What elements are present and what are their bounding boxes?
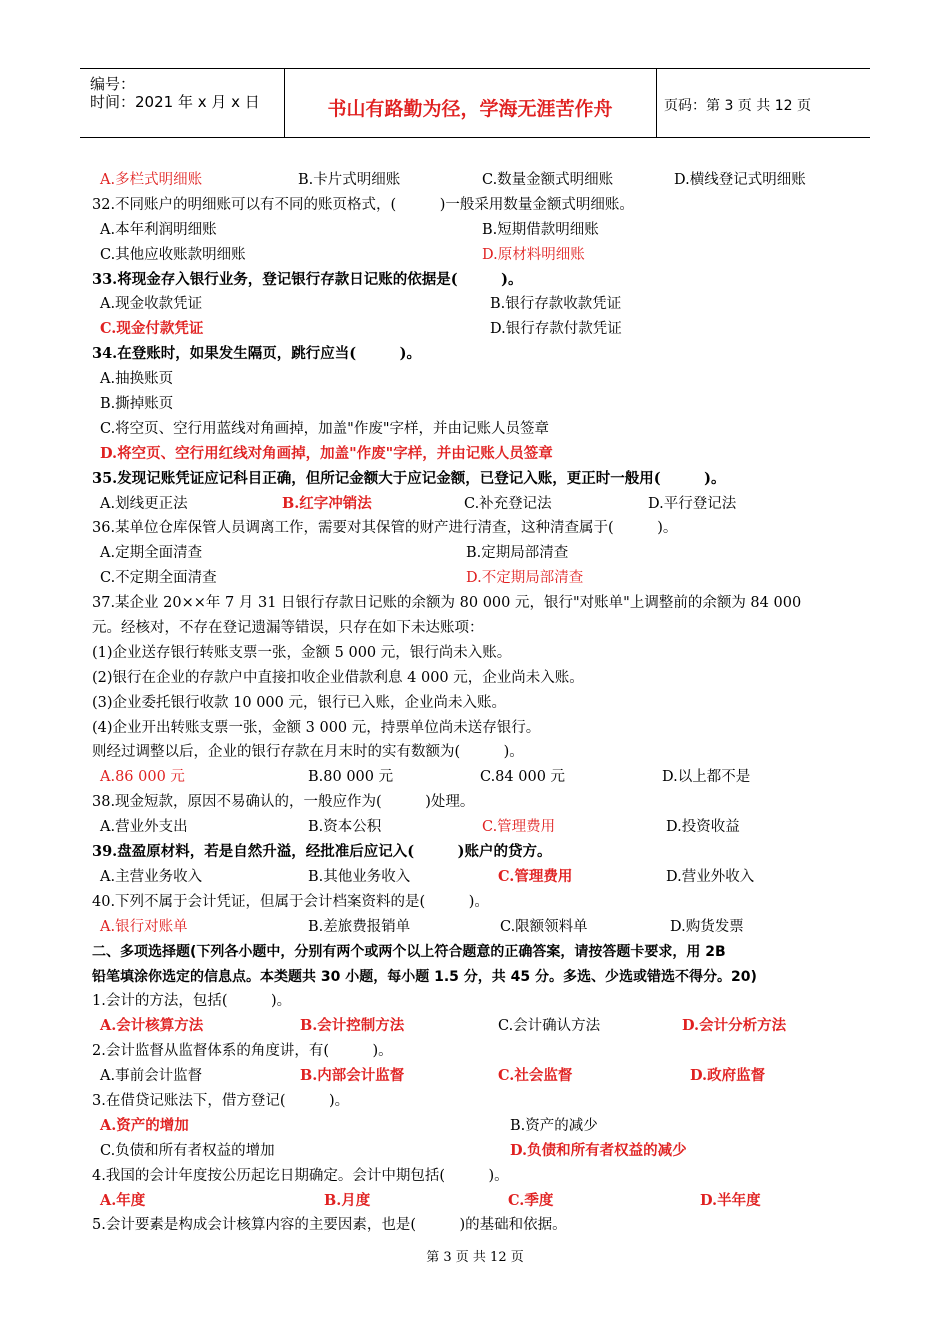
line-text: B.卡片式明细账	[298, 172, 401, 188]
line-text: (3)企业委托银行收款 10 000 元，银行已入账，企业尚未入账。	[92, 694, 506, 711]
line-text: 32.不同账户的明细账可以有不同的账页格式，( )一般采用数量金额式明细账。	[92, 196, 634, 213]
line-text: C.将空页、空行用蓝线对角画掉，加盖"作废"字样，并由记账人员签章	[100, 420, 550, 437]
text-line	[92, 168, 882, 193]
text-line	[92, 1014, 882, 1039]
text-line	[92, 268, 882, 293]
line-text: C.不定期全面清查	[100, 570, 217, 587]
line-text: B.撕掉账页	[100, 396, 174, 413]
text-line	[92, 890, 882, 915]
answer-option-correct: D.不定期局部清查	[466, 570, 584, 587]
line-text: B.资产的减少	[510, 1117, 598, 1134]
header-info-cell	[80, 69, 285, 137]
page-label: 页码：第 3 页 共 12 页	[664, 98, 811, 114]
text-line	[92, 840, 882, 865]
text-line	[92, 591, 882, 616]
answer-option-correct: D.负债和所有者权益的减少	[510, 1141, 687, 1159]
text-line	[92, 516, 882, 541]
exam-content	[92, 168, 882, 1238]
text-line	[92, 243, 882, 268]
line-text: A.抽换账页	[100, 371, 174, 388]
line-text: C.补充登记法	[464, 495, 552, 512]
text-line	[92, 940, 882, 965]
line-text: 34.在登账时，如果发生隔页，跳行应当( )。	[92, 345, 421, 363]
text-line	[92, 1139, 882, 1164]
text-line	[92, 566, 882, 591]
text-line	[92, 492, 882, 517]
line-text: D.以上都不是	[662, 769, 751, 786]
motto: 书山有路勤为径，学海无涯苦作舟	[327, 98, 613, 120]
answer-option-correct: B.月度	[324, 1191, 371, 1209]
line-text: A.营业外支出	[100, 819, 188, 836]
text-line	[92, 1213, 882, 1238]
line-text: C.负债和所有者权益的增加	[100, 1142, 275, 1159]
answer-option-correct: A.年度	[100, 1191, 146, 1209]
answer-option-correct: B.红字冲销法	[282, 494, 372, 512]
line-text: C.84 000 元	[480, 769, 566, 786]
text-line	[92, 1039, 882, 1064]
line-text: B.银行存款收款凭证	[490, 296, 622, 313]
line-text: A.定期全面清查	[100, 545, 203, 562]
line-text: (4)企业开出转账支票一张，金额 3 000 元，持票单位尚未送存银行。	[92, 719, 541, 736]
line-text: 4.我国的会计年度按公历起讫日期确定。会计中期包括( )。	[92, 1167, 509, 1184]
line-text: 铅笔填涂你选定的信息点。本类题共 30 小题，每小题 1.5 分，共 45 分。多选、少选或错选不得分。20)	[92, 968, 757, 985]
line-text: B.定期局部清查	[466, 545, 569, 562]
time-label: 时间：2021 年 x 月 x 日	[90, 93, 260, 111]
text-line	[92, 218, 882, 243]
line-text: C.其他应收账款明细账	[100, 246, 246, 263]
line-text: D.银行存款付款凭证	[490, 321, 622, 338]
text-line	[92, 1164, 882, 1189]
text-line	[92, 616, 882, 641]
answer-option-correct: A.多栏式明细账	[100, 172, 203, 188]
line-text: 33.将现金存入银行业务，登记银行存款日记账的依据是( )。	[92, 270, 523, 288]
text-line	[92, 442, 882, 467]
text-line	[92, 417, 882, 442]
line-text: 39.盘盈原材料，若是自然升溢，经批准后应记入( )账户的贷方。	[92, 843, 552, 861]
number-label: 编号：	[90, 75, 136, 93]
text-line	[92, 317, 882, 342]
text-line	[92, 965, 882, 990]
text-line	[92, 541, 882, 566]
text-line	[92, 865, 882, 890]
page-header	[80, 68, 870, 138]
line-text: B.短期借款明细账	[482, 221, 599, 238]
page-footer: 第 3 页 共 12 页	[426, 1250, 524, 1265]
text-line	[92, 790, 882, 815]
line-text: C.数量金额式明细账	[482, 172, 614, 188]
text-line	[92, 915, 882, 940]
line-text: (1)企业送存银行转账支票一张，金额 5 000 元，银行尚未入账。	[92, 644, 512, 661]
text-line	[92, 1189, 882, 1214]
line-text: 35.发现记账凭证应记科目正确，但所记金额大于应记金额，已登记入账，更正时一般用( )。	[92, 469, 726, 487]
line-text: 36.某单位仓库保管人员调离工作，需要对其保管的财产进行清查，这种清查属于( )。	[92, 520, 678, 537]
text-line	[92, 815, 882, 840]
text-line	[92, 666, 882, 691]
text-line	[92, 641, 882, 666]
line-text: B.80 000 元	[308, 769, 394, 786]
text-line	[92, 1089, 882, 1114]
answer-option-correct: B.内部会计监督	[300, 1067, 405, 1085]
line-text: D.平行登记法	[648, 495, 737, 512]
line-text: C.限额领料单	[500, 918, 588, 935]
line-text: A.本年利润明细账	[100, 221, 217, 238]
answer-option-correct: D.会计分析方法	[682, 1017, 787, 1035]
text-line	[92, 1064, 882, 1089]
answer-option-correct: D.半年度	[700, 1191, 761, 1209]
answer-option-correct: A.资产的增加	[100, 1116, 189, 1134]
answer-option-correct: C.季度	[508, 1191, 554, 1209]
line-text: 元。经核对，不存在登记遗漏等错误，只存在如下未达账项：	[92, 620, 484, 637]
line-text: A.划线更正法	[100, 495, 188, 512]
line-text: 40.下列不属于会计凭证，但属于会计档案资料的是( )。	[92, 893, 489, 910]
text-line	[92, 1114, 882, 1139]
text-line	[92, 392, 882, 417]
line-text: B.资本公积	[308, 819, 382, 836]
text-line	[92, 367, 882, 392]
text-line	[92, 342, 882, 367]
answer-option-correct: A.86 000 元	[100, 769, 185, 786]
text-line	[92, 765, 882, 790]
line-text: 则经过调整以后，企业的银行存款在月末时的实有数额为( )。	[92, 744, 524, 761]
line-text: A.现金收款凭证	[100, 296, 203, 313]
line-text: 37.某企业 20××年 7 月 31 日银行存款日记账的余额为 80 000 元，银行"对账单"上调整前的余额为 84 000	[92, 595, 802, 612]
text-line	[92, 467, 882, 492]
line-text: B.差旅费报销单	[308, 918, 411, 935]
line-text: 二、多项选择题(下列各小题中，分别有两个或两个以上符合题意的正确答案，请按答题卡要求，用 2B	[92, 943, 726, 960]
text-line	[92, 691, 882, 716]
line-text: 2.会计监督从监督体系的角度讲，有( )。	[92, 1043, 393, 1060]
text-line	[92, 740, 882, 765]
answer-option-correct: B.会计控制方法	[300, 1017, 405, 1035]
line-text: D.横线登记式明细账	[674, 172, 806, 188]
line-text: 3.在借贷记账法下，借方登记( )。	[92, 1092, 350, 1109]
header-motto-cell	[284, 69, 657, 137]
answer-option-correct: A.会计核算方法	[100, 1017, 204, 1035]
line-text: B.其他业务收入	[308, 868, 411, 885]
line-text: A.事前会计监督	[100, 1068, 203, 1085]
answer-option-correct: D.原材料明细账	[482, 246, 585, 263]
line-text: 5.会计要素是构成会计核算内容的主要因素，也是( )的基础和依据。	[92, 1217, 567, 1234]
line-text: A.主营业务收入	[100, 868, 203, 885]
line-text: 38.现金短款，原因不易确认的，一般应作为( )处理。	[92, 794, 475, 811]
text-line	[92, 292, 882, 317]
line-text: D.购货发票	[670, 918, 744, 935]
text-line	[92, 716, 882, 741]
line-text: D.投资收益	[666, 819, 740, 836]
answer-option-correct: C.管理费用	[498, 867, 573, 885]
text-line	[92, 989, 882, 1014]
answer-option-correct: A.银行对账单	[100, 918, 188, 935]
line-text: C.会计确认方法	[498, 1018, 601, 1035]
answer-option-correct: D.政府监督	[690, 1067, 766, 1085]
answer-option-correct: C.社会监督	[498, 1067, 573, 1085]
line-text: 1.会计的方法，包括( )。	[92, 993, 292, 1010]
line-text: (2)银行在企业的存款户中直接扣收企业借款利息 4 000 元，企业尚未入账。	[92, 669, 584, 686]
text-line	[92, 193, 882, 218]
answer-option-correct: C.管理费用	[482, 819, 556, 836]
answer-option-correct: C.现金付款凭证	[100, 320, 204, 338]
answer-option-correct: D.将空页、空行用红线对角画掉，加盖"作废"字样，并由记账人员签章	[100, 444, 553, 462]
header-page-cell	[656, 69, 870, 137]
line-text: D.营业外收入	[666, 868, 755, 885]
